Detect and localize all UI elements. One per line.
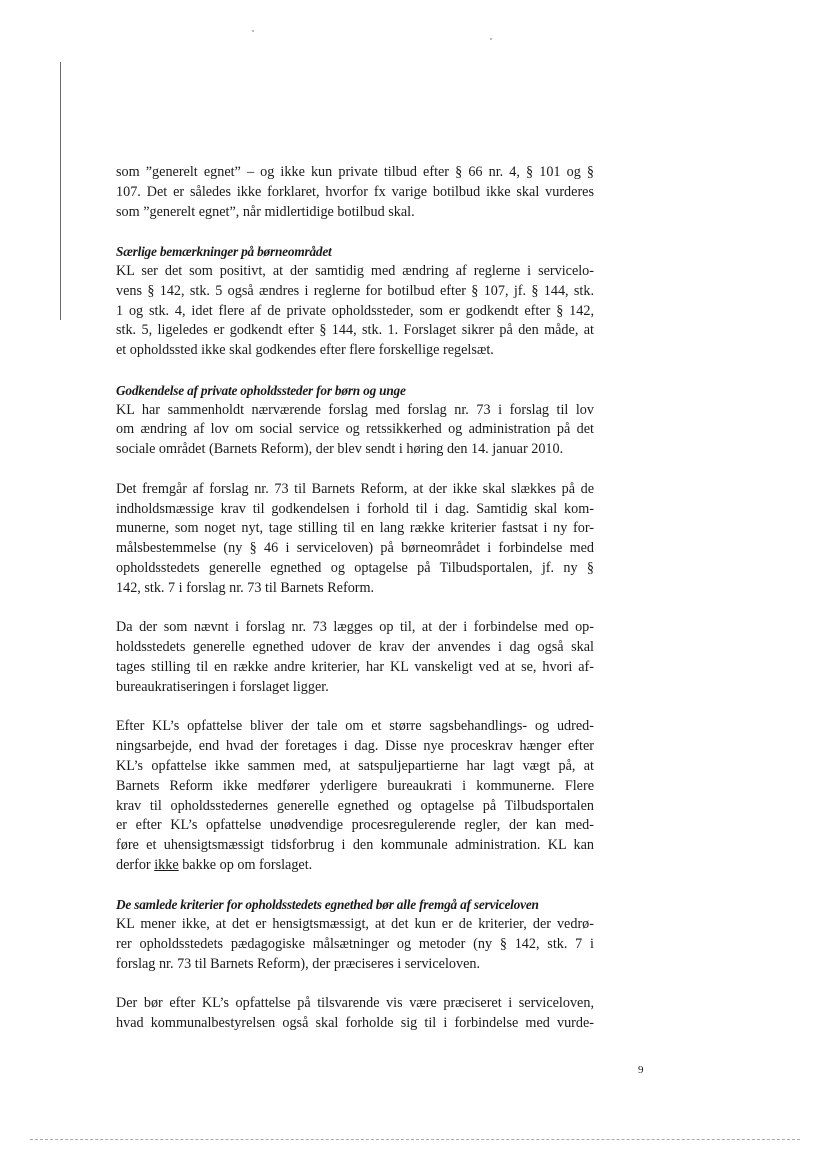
text-line: hvad kommunalbestyrelsen også skal forholde sig til i forbindelse med vurde- [116,1015,594,1032]
text-line: 1 og stk. 4, idet flere af de private opholdssteder, som er godkendt efter § 142, [116,302,594,319]
paragraph-generelt-egnet [116,163,594,222]
bottom-scan-rule [30,1139,800,1140]
underlined-word: ikke [154,856,179,873]
text-line: vens § 142, stk. 5 også ændres i reglerne for botilbud efter § 107, jf. § 144, stk. [116,282,594,299]
text-line: Da der som nævnt i forslag nr. 73 lægges op til, at der i forbindelse med op- [116,619,594,636]
text-line: Efter KL’s opfattelse bliver der tale om et større sagsbehandlings- og udred- [116,718,594,735]
text-line: ningsarbejde, end hvad der foretages i dag. Disse nye proceskrav hænger efter [116,738,594,755]
paragraph-det-fremgaar [116,480,594,599]
text-line: KL’s opfattelse ikke sammen med, at satspuljepartierne har lagt vægt på, at [116,757,594,774]
text-line: 142, stk. 7 i forslag nr. 73 til Barnets Reform. [116,579,375,596]
text-fragment: bakke op om forslaget. [178,856,313,873]
section-saerlige-bemaerkninger [116,242,594,361]
text-line: KL mener ikke, at det er hensigtsmæssigt, at det kun er de kriterier, der vedrø- [116,916,594,933]
text-line: 107. Det er således ikke forklaret, hvorfor fx varige botilbud ikke skal vurderes [116,183,594,200]
text-line: indholdsmæssige krav til godkendelsen i forhold til i dag. Samtidig skal kom- [116,500,594,517]
section-heading: Særlige bemærkninger på børneområdet [116,244,332,260]
text-line: sociale området (Barnets Reform), der blev sendt i høring den 14. januar 2010. [116,441,564,458]
document-body [116,163,594,1034]
text-line: stk. 5, ligeledes er godkendt efter § 144, stk. 1. Forslaget sikrer på den måde, at [116,322,594,339]
section-godkendelse [116,381,594,460]
paragraph-efter-kls-opfattelse [116,717,594,875]
page-number: 9 [638,1064,644,1076]
text-line: holdsstedets generelle egnethed udover de krav der anvendes i dag også skal [116,639,594,656]
text-line: målsbestemmelse (ny § 46 i serviceloven) på børneområdet i forbindelse med [116,540,594,557]
text-line: føre et uhensigtsmæssigt tidsforbrug i den kommunale administration. KL kan [116,837,594,854]
paragraph-der-boer [116,994,594,1034]
text-line: tages stilling til en række andre kriterier, har KL vanskeligt ved at se, hvori af- [116,658,594,675]
text-line: rer opholdsstedets pædagogiske målsætninger og metoder (ny § 142, stk. 7 i [116,936,594,953]
text-fragment: derfor [116,856,155,873]
text-line: munerne, som noget nyt, tage stilling til en lang række kriterier fastsat i ny for- [116,520,594,537]
text-line: forslag nr. 73 til Barnets Reform), der præciseres i serviceloven. [116,955,481,972]
text-line: er efter KL’s opfattelse unødvendige procesregulerende regler, der kan med- [116,817,594,834]
text-line: bureaukratiseringen i forslaget ligger. [116,678,329,695]
text-line: et opholdssted ikke skal godkendes efter flere forskellige regelsæt. [116,342,494,359]
left-margin-rule [60,62,61,320]
text-line: Det fremgår af forslag nr. 73 til Barnets Reform, at der ikke skal slækkes på de [116,480,594,497]
section-samlede-kriterier [116,895,594,974]
text-line: Der bør efter KL’s opfattelse på tilsvarende vis være præciseret i serviceloven, [116,995,594,1012]
text-line: KL har sammenholdt nærværende forslag med forslag nr. 73 i forslag til lov [116,401,594,418]
text-line: om ændring af lov om social service og retssikkerhed og administration på det [116,421,594,438]
text-line: opholdsstedets generelle egnethed og optagelse på Tilbudsportalen, jf. ny § [116,559,594,576]
section-heading: De samlede kriterier for opholdsstedets egnethed bør alle fremgå af serviceloven [116,897,539,913]
text-line [116,856,594,876]
text-line: krav til opholdsstedernes generelle egnethed og optagelse på Tilbudsportalen [116,797,594,814]
text-line: KL ser det som positivt, at der samtidig med ændring af reglerne i servicelo- [116,262,594,279]
text-line: som ”generelt egnet” – og ikke kun private tilbud efter § 66 nr. 4, § 101 og § [116,164,594,180]
scan-speck [252,30,254,32]
paragraph-da-der-som-naevnt [116,618,594,697]
text-line: Barnets Reform ikke medfører yderligere bureaukrati i kommunerne. Flere [116,777,594,794]
text-line: som ”generelt egnet”, når midlertidige botilbud skal. [116,203,415,220]
scan-speck [490,38,492,40]
section-heading: Godkendelse af private opholdssteder for børn og unge [116,382,406,398]
